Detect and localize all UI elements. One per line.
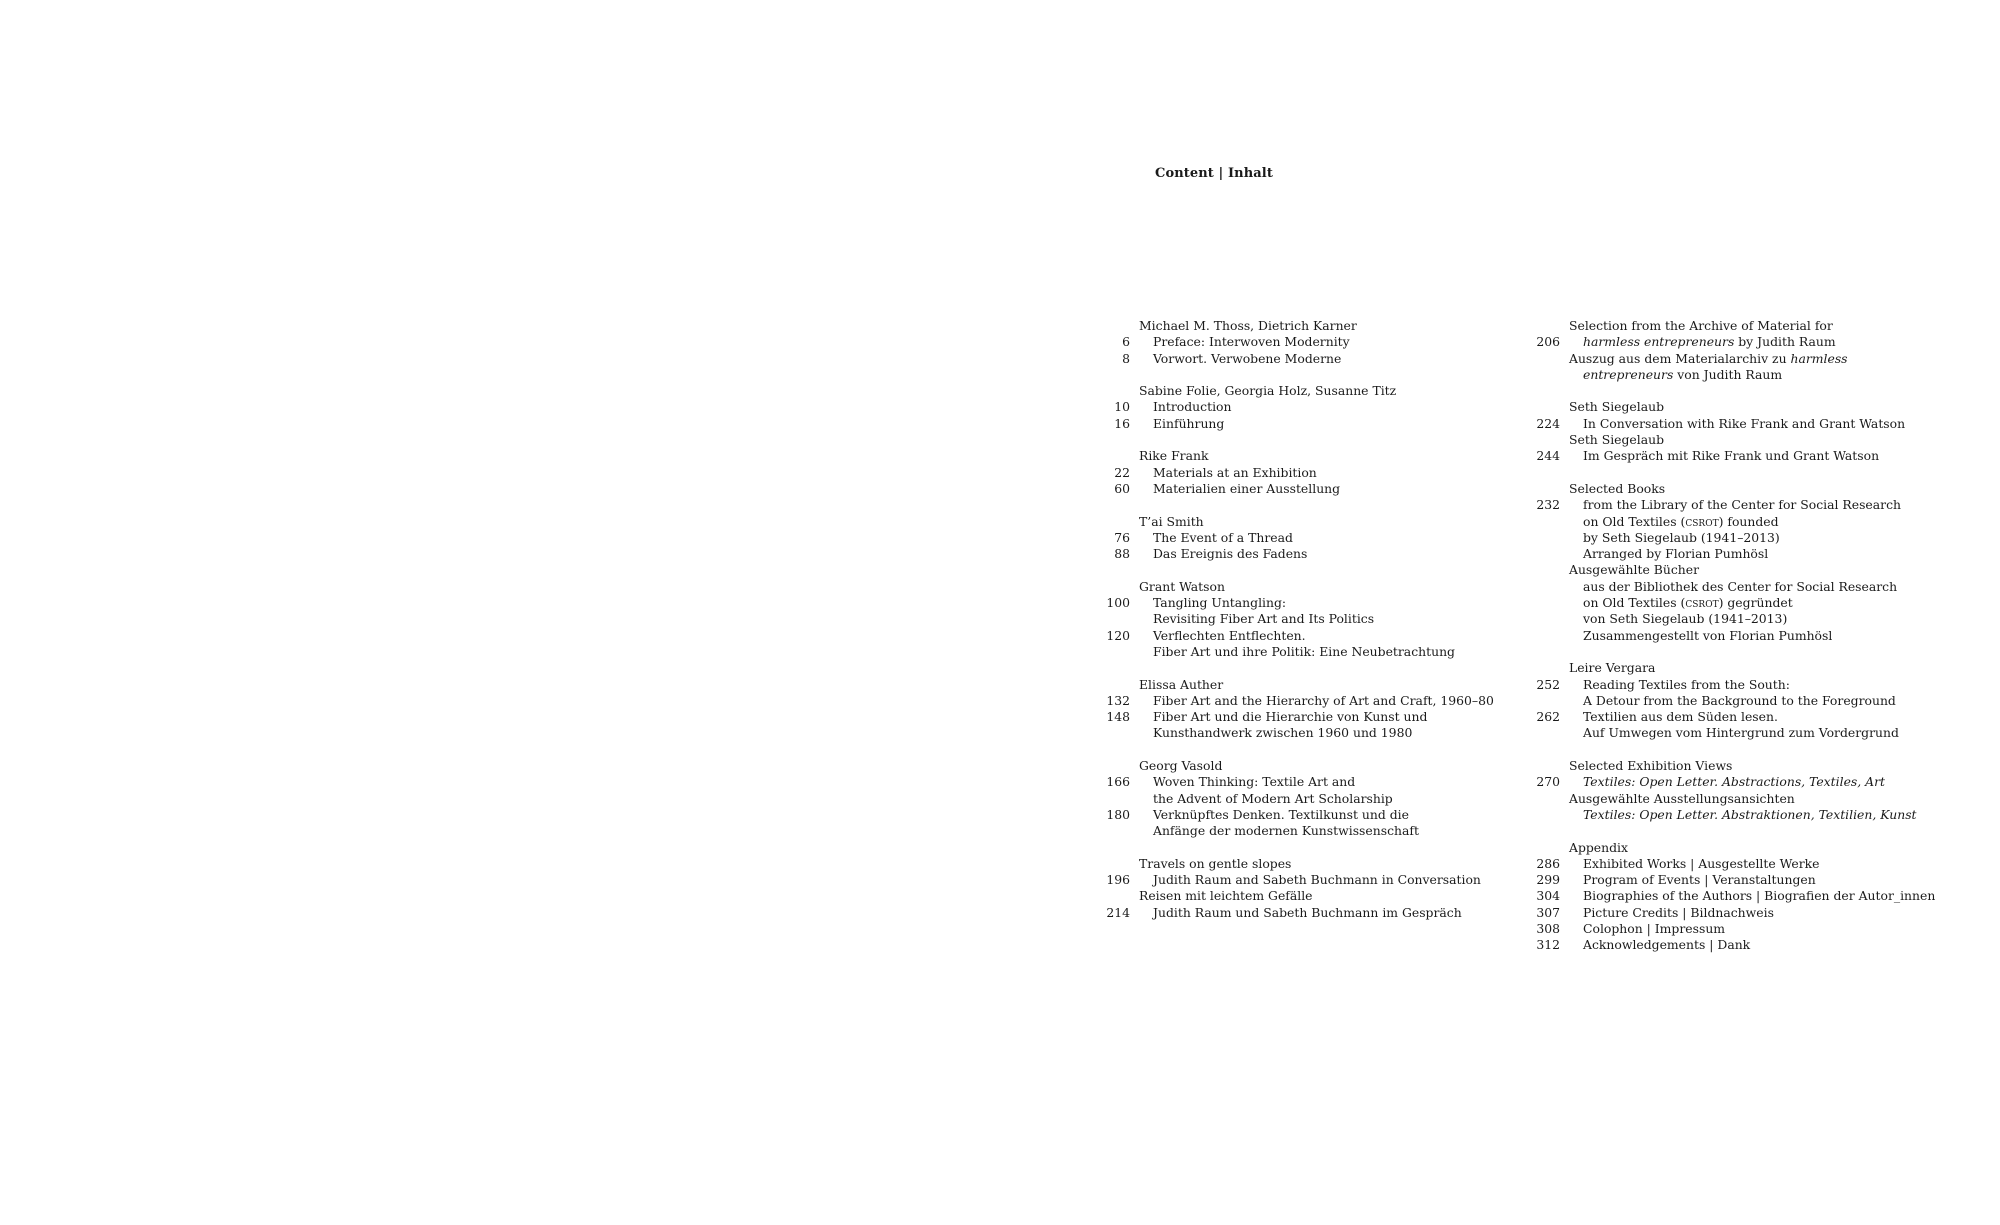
toc-text: Selection from the Archive of Material for: [1569, 318, 1833, 333]
toc-text: A Detour from the Background to the Foreground: [1583, 692, 1896, 708]
toc-text: Acknowledgements | Dank: [1583, 937, 1751, 953]
page-number: 196: [1106, 872, 1130, 888]
page-title: Content | Inhalt: [1155, 166, 1273, 181]
page-number: 299: [1536, 872, 1560, 888]
toc-text: Rike Frank: [1139, 448, 1209, 464]
toc-line: [1105, 481, 1525, 497]
toc-text: Tangling Untangling:: [1153, 595, 1287, 611]
toc-author-line: [1105, 856, 1525, 872]
toc-text: Selected Books: [1569, 480, 1666, 496]
toc-text: Biographies of the Authors | Biografien der Autor_innen: [1583, 888, 1936, 904]
toc-line: [1535, 888, 1995, 904]
toc-entry: [1535, 660, 1995, 741]
toc-line: [1535, 774, 1995, 790]
toc-text: from the Library of the Center for Social Research: [1583, 497, 1901, 513]
page-number: 252: [1536, 676, 1560, 692]
toc-line: [1105, 465, 1525, 481]
toc-entry: [1105, 383, 1525, 432]
toc-text: [1569, 351, 1848, 367]
page-number: 76: [1114, 529, 1130, 545]
toc-line: [1105, 546, 1525, 562]
toc-text: Seth Siegelaub: [1569, 432, 1665, 448]
page-number: 307: [1536, 904, 1560, 920]
toc-line: [1105, 693, 1525, 709]
toc-text: aus der Bibliothek des Center for Social Research: [1583, 578, 1898, 594]
toc-entry: [1535, 318, 1995, 383]
toc-author-line: [1105, 318, 1525, 334]
toc-entry: [1105, 514, 1525, 563]
page-number: 262: [1536, 709, 1560, 725]
toc-text: Im Gespräch mit Rike Frank und Grant Watson: [1583, 448, 1880, 464]
toc-line: [1535, 709, 1995, 725]
toc-text: Elissa Auther: [1139, 676, 1224, 692]
toc-line: [1535, 677, 1995, 693]
toc-line: [1105, 351, 1525, 367]
toc-text: Picture Credits | Bildnachweis: [1583, 904, 1774, 920]
page-number: 120: [1106, 627, 1130, 643]
page-number: 180: [1106, 806, 1130, 822]
toc-entry: [1105, 677, 1525, 742]
toc-text: Woven Thinking: Textile Art and: [1153, 774, 1356, 790]
toc-text: T’ai Smith: [1139, 513, 1204, 529]
page-number: 304: [1536, 888, 1560, 904]
toc-text: In Conversation with Rike Frank and Grant Watson: [1583, 415, 1906, 431]
toc-author-line: [1535, 481, 1995, 497]
toc-text: Judith Raum und Sabeth Buchmann im Gespräch: [1153, 904, 1462, 920]
toc-continuation-line: [1535, 514, 1995, 530]
page-number: 16: [1114, 415, 1130, 431]
toc-author-line: [1105, 888, 1525, 904]
toc-text: Verflechten Entflechten.: [1153, 627, 1306, 643]
page-number: 8: [1122, 350, 1130, 366]
toc-author-line: [1535, 791, 1995, 807]
toc-text: Introduction: [1153, 399, 1232, 415]
page-number: 132: [1106, 692, 1130, 708]
toc-continuation-line: [1105, 725, 1525, 741]
toc-continuation-line: [1535, 546, 1995, 562]
toc-line: [1105, 872, 1525, 888]
toc-text: Verknüpftes Denken. Textilkunst und die: [1153, 806, 1409, 822]
page-number: 6: [1122, 334, 1130, 350]
toc-text: Grant Watson: [1139, 578, 1225, 594]
toc-text: Materialien einer Ausstellung: [1153, 480, 1341, 496]
toc-text: Ausgewählte Bücher: [1569, 562, 1699, 578]
toc-text-prefix: Auszug aus dem Materialarchiv zu: [1569, 350, 1791, 366]
toc-continuation-line: [1105, 611, 1525, 627]
toc-text-rest: by Judith Raum: [1734, 334, 1836, 350]
toc-entry: [1105, 318, 1525, 367]
toc-entry: [1535, 758, 1995, 823]
page-number: 232: [1536, 497, 1560, 513]
toc-text: Michael M. Thoss, Dietrich Karner: [1139, 318, 1357, 333]
toc-text: Zusammengestellt von Florian Pumhösl: [1583, 627, 1833, 643]
page-number: 214: [1106, 904, 1130, 920]
toc-author-line: [1535, 758, 1995, 774]
page-number: 244: [1536, 448, 1560, 464]
toc-author-line: [1535, 432, 1995, 448]
toc-text: Judith Raum and Sabeth Buchmann in Conversation: [1153, 872, 1481, 888]
toc-author-line: [1105, 758, 1525, 774]
toc-text: [1583, 334, 1836, 350]
toc-text: Leire Vergara: [1569, 660, 1656, 676]
toc-text: on Old Textiles (csrot) gegründet: [1583, 595, 1793, 611]
toc-author-line: [1535, 351, 1995, 367]
toc-entry: [1105, 579, 1525, 660]
toc-text: Reisen mit leichtem Gefälle: [1139, 888, 1313, 904]
toc-author-line: [1535, 660, 1995, 676]
toc-line: [1535, 334, 1995, 350]
toc-text: Kunsthandwerk zwischen 1960 und 1980: [1153, 725, 1413, 741]
toc-text: Materials at an Exhibition: [1153, 464, 1317, 480]
page-number: 88: [1114, 546, 1130, 562]
page-number: 100: [1106, 595, 1130, 611]
toc-line: [1535, 416, 1995, 432]
toc-text: Revisiting Fiber Art and Its Politics: [1153, 611, 1375, 627]
toc-continuation-line: [1535, 725, 1995, 741]
toc-text: Textilien aus dem Süden lesen.: [1583, 709, 1778, 725]
toc-author-line: [1535, 840, 1995, 856]
toc-line: [1105, 416, 1525, 432]
toc-author-line: [1105, 448, 1525, 464]
toc-text: Georg Vasold: [1139, 758, 1223, 774]
toc-text: by Seth Siegelaub (1941–2013): [1583, 529, 1780, 545]
toc-author-line: [1105, 677, 1525, 693]
toc-line: [1535, 872, 1995, 888]
page-number: 308: [1536, 920, 1560, 936]
toc-text: Preface: Interwoven Modernity: [1153, 334, 1350, 350]
toc-continuation-line: [1105, 644, 1525, 660]
page-number: 60: [1114, 480, 1130, 496]
toc-text: Vorwort. Verwobene Moderne: [1153, 350, 1342, 366]
toc-line: [1105, 399, 1525, 415]
toc-continuation-line: [1535, 611, 1995, 627]
toc-text: Textiles: Open Letter. Abstraktionen, Textilien, Kunst: [1583, 806, 1917, 822]
toc-text: Reading Textiles from the South:: [1583, 676, 1790, 692]
italic-title: harmless: [1790, 350, 1848, 366]
toc-author-line: [1535, 562, 1995, 578]
toc-continuation-line: [1535, 628, 1995, 644]
toc-line: [1105, 807, 1525, 823]
page-number: 22: [1114, 464, 1130, 480]
toc-continuation-line: [1535, 530, 1995, 546]
toc-column-right: [1535, 318, 1995, 970]
toc-line: [1105, 334, 1525, 350]
toc-text: Fiber Art und ihre Politik: Eine Neubetrachtung: [1153, 643, 1455, 659]
page-number: 148: [1106, 709, 1130, 725]
toc-entry: [1535, 481, 1995, 644]
toc-line: [1105, 709, 1525, 725]
italic-title: harmless entrepreneurs: [1583, 334, 1735, 350]
toc-entry: [1535, 399, 1995, 464]
toc-continuation-line: [1105, 791, 1525, 807]
toc-text: Colophon | Impressum: [1583, 920, 1726, 936]
toc-line: [1535, 448, 1995, 464]
toc-line: [1105, 595, 1525, 611]
toc-text: Travels on gentle slopes: [1139, 855, 1292, 871]
toc-text: von Seth Siegelaub (1941–2013): [1583, 611, 1788, 627]
toc-text: Program of Events | Veranstaltungen: [1583, 872, 1816, 888]
toc-text: Anfänge der modernen Kunstwissenschaft: [1153, 823, 1419, 839]
page-number: 312: [1536, 937, 1560, 953]
toc-author-line: [1105, 579, 1525, 595]
toc-text: Selected Exhibition Views: [1569, 758, 1733, 774]
toc-text: Das Ereignis des Fadens: [1153, 546, 1308, 562]
toc-line: [1535, 856, 1995, 872]
toc-text: Einführung: [1153, 415, 1225, 431]
toc-author-line: [1535, 318, 1995, 334]
toc-text: Exhibited Works | Ausgestellte Werke: [1583, 855, 1820, 871]
toc-line: [1535, 937, 1995, 953]
toc-text: Appendix: [1569, 839, 1629, 855]
toc-line: [1105, 774, 1525, 790]
toc-continuation-line: [1535, 693, 1995, 709]
page-number: 286: [1536, 855, 1560, 871]
toc-text: Ausgewählte Ausstellungsansichten: [1569, 790, 1795, 806]
toc-continuation-line: [1535, 579, 1995, 595]
toc-author-line: [1105, 383, 1525, 399]
toc-text: Fiber Art and the Hierarchy of Art and Craft, 1960–80: [1153, 692, 1494, 708]
page-number: 224: [1536, 415, 1560, 431]
toc-text: [1583, 367, 1782, 383]
toc-entry: [1535, 840, 1995, 954]
toc-entry: [1105, 448, 1525, 497]
toc-continuation-line: [1535, 367, 1995, 383]
toc-text: Auf Umwegen vom Hintergrund zum Vordergrund: [1583, 725, 1899, 741]
toc-line: [1105, 530, 1525, 546]
page-number: 270: [1536, 774, 1560, 790]
toc-text: Fiber Art und die Hierarchie von Kunst und: [1153, 709, 1428, 725]
toc-line: [1105, 628, 1525, 644]
toc-text: Sabine Folie, Georgia Holz, Susanne Titz: [1139, 383, 1397, 399]
toc-continuation-line: [1535, 595, 1995, 611]
toc-text: Arranged by Florian Pumhösl: [1583, 546, 1769, 562]
toc-author-line: [1535, 399, 1995, 415]
toc-text: on Old Textiles (csrot) founded: [1583, 513, 1779, 529]
toc-continuation-line: [1535, 807, 1995, 823]
toc-author-line: [1105, 514, 1525, 530]
toc-text-rest: von Judith Raum: [1673, 366, 1783, 382]
toc-continuation-line: [1105, 823, 1525, 839]
toc-text: the Advent of Modern Art Scholarship: [1153, 790, 1393, 806]
toc-text: The Event of a Thread: [1153, 529, 1293, 545]
toc-text: Textiles: Open Letter. Abstractions, Textiles, Art: [1583, 774, 1885, 790]
toc-entry: [1105, 758, 1525, 839]
toc-line: [1535, 921, 1995, 937]
page-number: 10: [1114, 399, 1130, 415]
toc-line: [1535, 905, 1995, 921]
toc-text: Seth Siegelaub: [1569, 399, 1665, 415]
toc-entry: [1105, 856, 1525, 921]
toc-line: [1535, 497, 1995, 513]
toc-column-left: [1105, 318, 1525, 937]
page-number: 166: [1106, 774, 1130, 790]
page-number: 206: [1536, 334, 1560, 350]
toc-line: [1105, 905, 1525, 921]
italic-title: entrepreneurs: [1583, 366, 1674, 382]
